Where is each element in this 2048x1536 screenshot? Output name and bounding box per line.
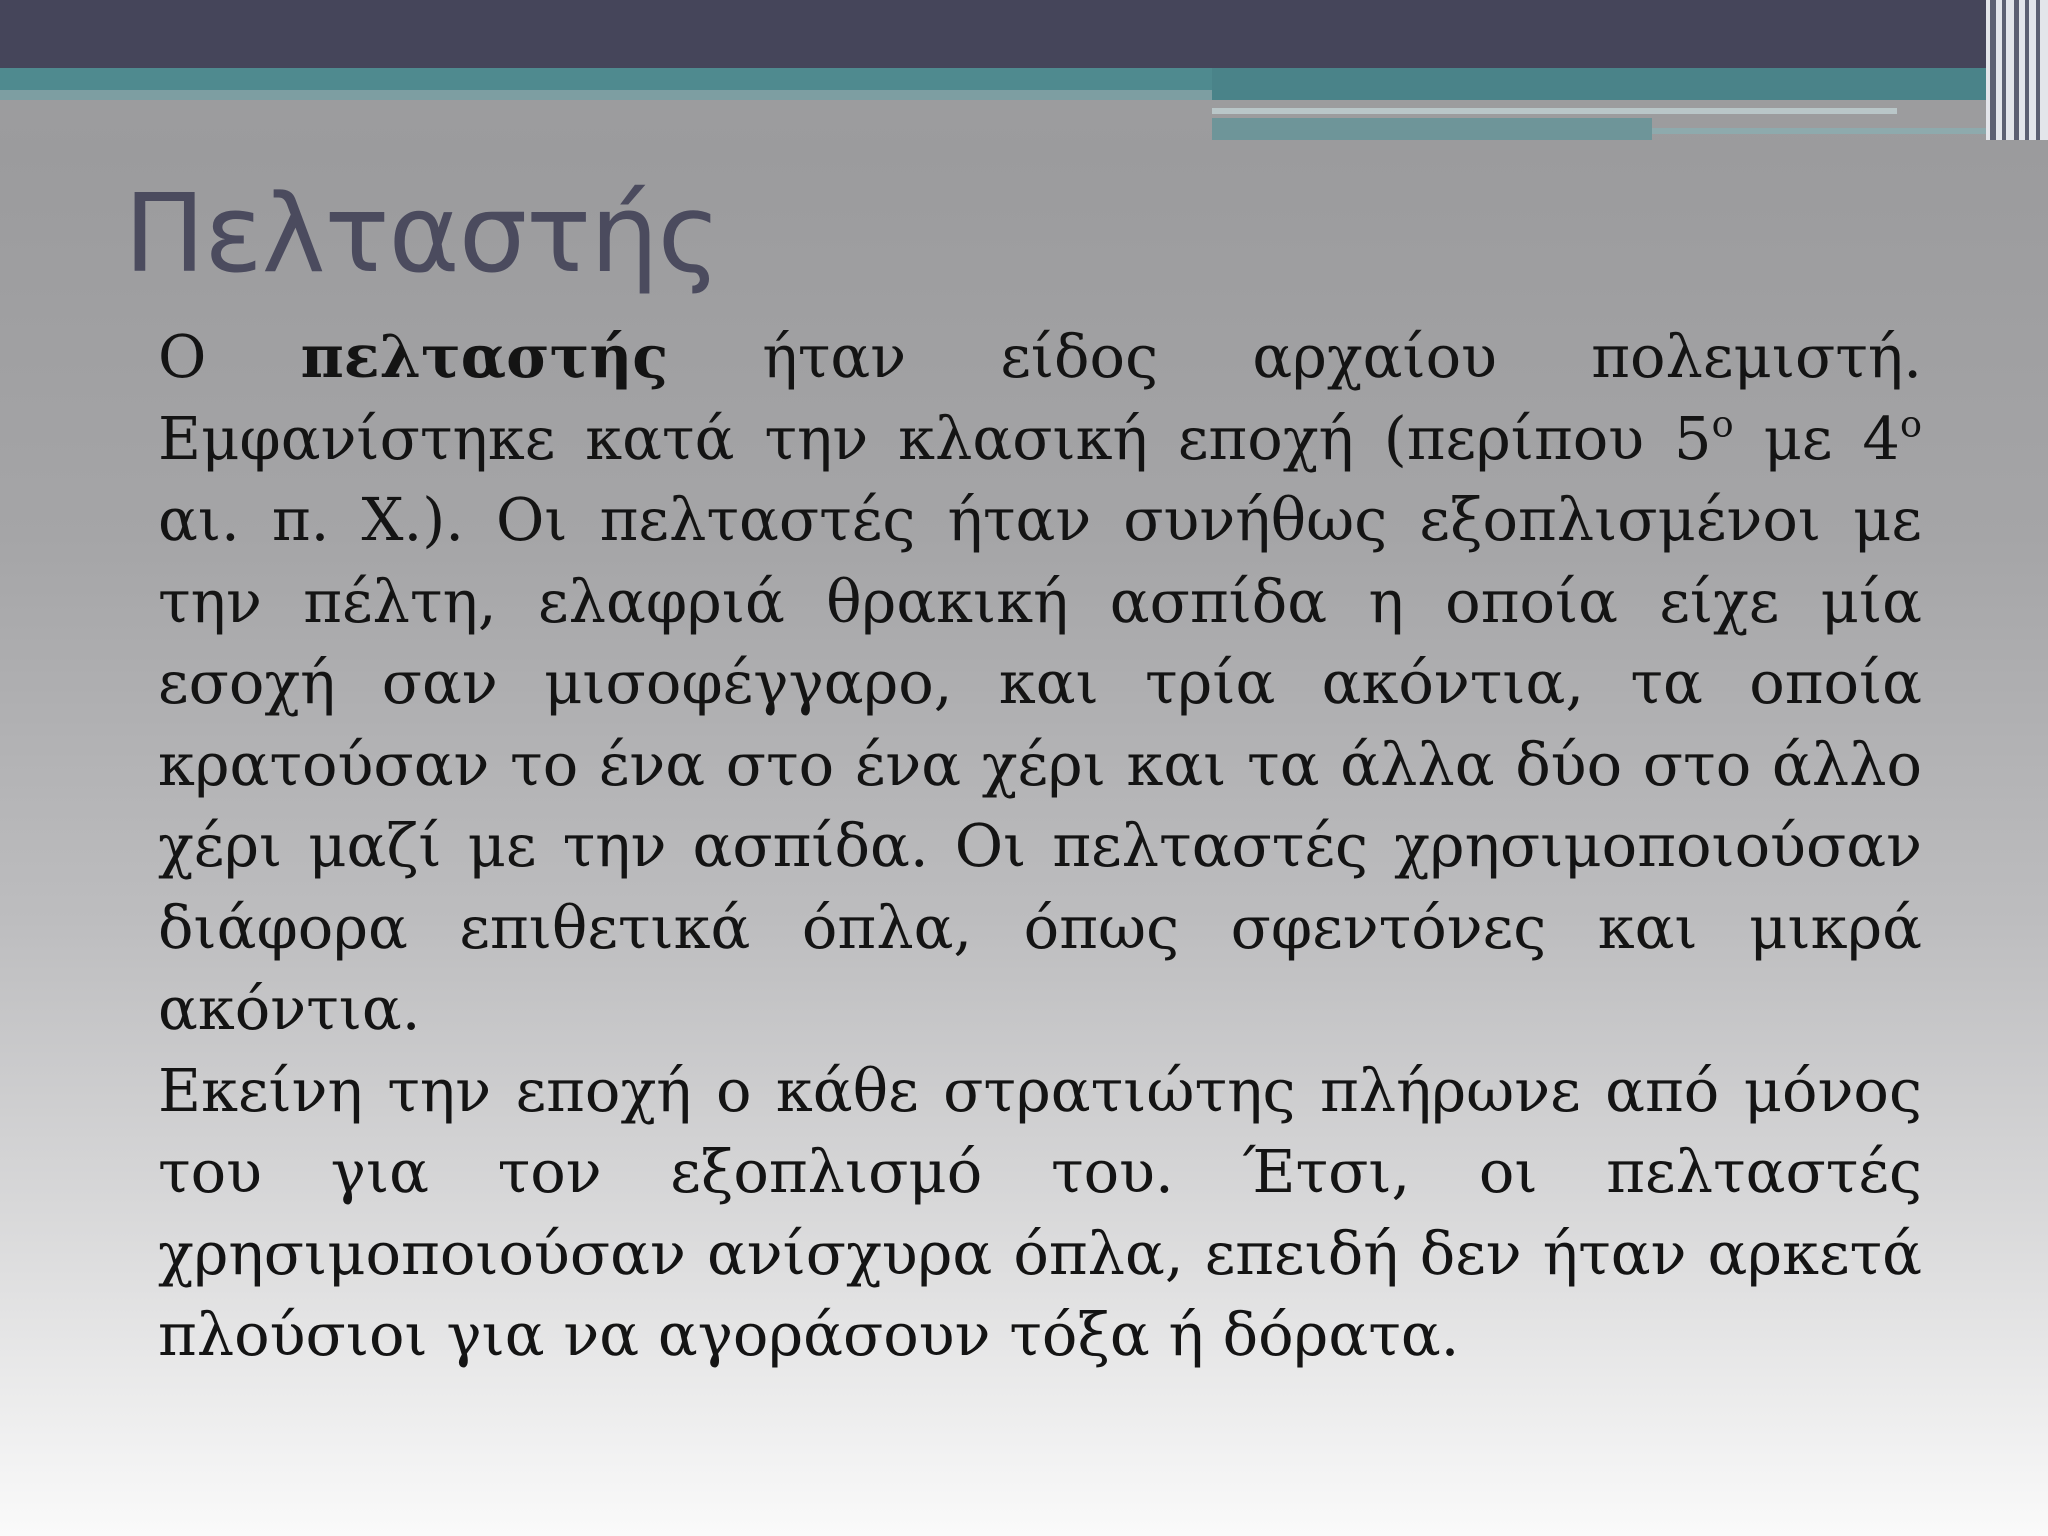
paragraph-2: Εκείνη την εποχή ο κάθε στρατιώτης πλήρωνε από μόνος του για τον εξοπλισμό του. Έτσι, οι πελταστές χρησιμοποιούσαν ανίσχυρα όπλα, επειδή δεν ήταν αρκετά πλούσιοι για να αγοράσουν τόξα ή δόρατα. [158,1055,1922,1369]
paragraph-1-lead: Ο [158,322,301,391]
paragraph-1-text-a: ήταν είδος αρχαίου πολεμιστή. Εμφανίστηκε κατά την κλασική εποχή (περίπου 5 [158,322,1922,473]
slide-title: Πελταστής [124,172,721,297]
term-peltastis: πελταστής [300,322,669,391]
header-light-line [1212,108,1897,114]
header-teal-thin-line [1652,128,1992,134]
header-teal-tab [1212,118,1652,140]
header-teal-bar-right [1212,68,2048,100]
paragraph-1-text-b: με 4 [1733,403,1900,473]
slide-body [158,316,1922,1376]
paragraph-1-text-c: αι. π. Χ.). Οι πελταστές ήταν συνήθως εξοπλισμένοι με την πέλτη, ελαφριά θρακική ασπίδα η οποία είχε μία εσοχή σαν μισοφέγγαρο, και τρία ακόντια, τα οποία κρατούσαν το ένα στο ένα χέρι και τα άλλα δύο στο άλλο χέρι μαζί με την ασπίδα. Οι πελταστές χρησιμοποιούσαν διάφορα επιθετικά όπλα, όπως σφεντόνες και μικρά ακόντια. [158,485,1922,1043]
superscript-2: ο [1899,401,1922,445]
header-dark-bar [0,0,2048,68]
header-teal-bar-shadow [0,90,1212,100]
header-stripes-decoration [1986,0,2048,140]
paragraph-1 [158,316,1922,1050]
header-teal-bar [0,68,1212,90]
superscript-1: ο [1711,401,1734,445]
